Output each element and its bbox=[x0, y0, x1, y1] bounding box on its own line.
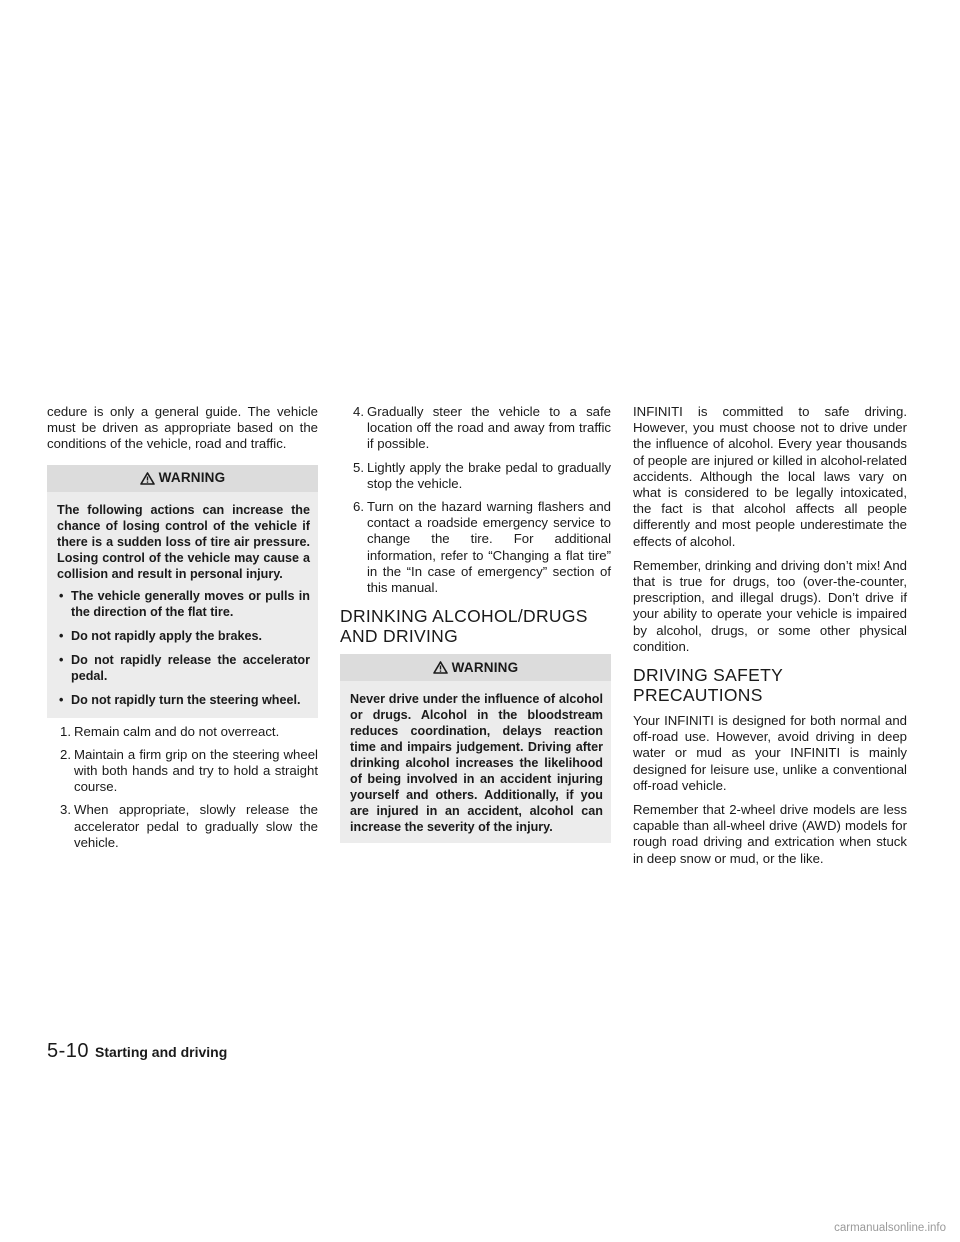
step-text: When appropriate, slowly release the accelerator pedal to gradually slow the vehicle. bbox=[74, 802, 318, 850]
steps-list-2 bbox=[340, 404, 611, 596]
page-number: 5-10 bbox=[47, 1040, 90, 1062]
step-number: 2. bbox=[60, 746, 71, 762]
warning-header bbox=[340, 654, 611, 681]
step-number: 1. bbox=[60, 723, 71, 739]
column-1 bbox=[47, 404, 318, 858]
warning-bullet-list bbox=[57, 588, 310, 708]
warning-body bbox=[340, 681, 611, 843]
warning-body bbox=[47, 492, 318, 718]
warning-header bbox=[47, 465, 318, 492]
warning-bullet: • Do not rapidly release the accelerator pedal. bbox=[57, 652, 310, 684]
intro-paragraph: cedure is only a general guide. The vehicle must be driven as appropriate based on the conditions of the vehicle, road and traffic. bbox=[47, 404, 318, 452]
heading-line: DRINKING ALCOHOL/DRUGS bbox=[340, 606, 588, 627]
page-footer bbox=[47, 1040, 227, 1063]
warning-text: The following actions can increase the chance of losing control of the vehicle if there is a sudden loss of tire air pressure. Losing control of the vehicle may cause a collision and result in personal injury. bbox=[57, 502, 310, 581]
warning-bullet: • The vehicle generally moves or pulls in the direction of the flat tire. bbox=[57, 588, 310, 620]
step-number: 4. bbox=[353, 404, 364, 419]
step-text: Gradually steer the vehicle to a safe location off the road and away from traffic if possible. bbox=[367, 404, 611, 452]
step-text: Turn on the hazard warning flashers and contact a roadside emergency service to change the tire. For additional information, refer to “Changing a flat tire” in the “In case of emergency” section of this manual. bbox=[367, 499, 611, 596]
paragraph: INFINITI is committed to safe driving. However, you must choose not to drive under the influence of alcohol. Every year thousands of people are injured or killed in alcohol-related accidents. Although the local laws vary on what is considered to be legally intoxicated, the fact is that alcohol affects all people differently and most people underestimate the effects of alcohol. bbox=[633, 404, 907, 549]
heading-line: AND DRIVING bbox=[340, 626, 459, 647]
column-3 bbox=[633, 404, 907, 875]
step-number: 3. bbox=[60, 802, 71, 818]
step-item bbox=[47, 802, 318, 851]
paragraph: Remember, drinking and driving don’t mix! And that is true for drugs, too (over-the-counter, prescription, and illegal drugs). Don’t drive if your ability to operate your vehicle is impaired by alcohol, drugs, or some other physical condition. bbox=[633, 557, 907, 654]
step-number: 5. bbox=[353, 459, 364, 475]
warning-text: Never drive under the influence of alcohol or drugs. Alcohol in the bloodstream reduces coordination, delays reaction time and impairs judgement. Driving after drinking alcohol increases the likelihood of being involved in an accident injuring yourself and others. Additionally, if you are injured in an accident, alcohol can increase the severity of the injury. bbox=[350, 692, 603, 835]
warning-triangle-icon bbox=[433, 661, 448, 674]
section-heading-alcohol bbox=[340, 606, 611, 646]
watermark: carmanualsonline.info bbox=[834, 1222, 946, 1234]
column-2 bbox=[340, 404, 611, 843]
warning-title: WARNING bbox=[158, 470, 226, 485]
step-item bbox=[47, 724, 318, 740]
step-text: Remain calm and do not overreact. bbox=[74, 723, 280, 739]
section-heading-safety: DRIVING SAFETY PRECAUTIONS bbox=[633, 665, 783, 706]
warning-title: WARNING bbox=[451, 659, 519, 675]
step-text: Lightly apply the brake pedal to gradually stop the vehicle. bbox=[367, 459, 611, 491]
section-name: Starting and driving bbox=[95, 1044, 228, 1060]
step-item bbox=[340, 499, 611, 596]
steps-list-1 bbox=[47, 724, 318, 851]
warning-triangle-icon bbox=[140, 472, 155, 485]
step-item bbox=[47, 747, 318, 796]
step-item bbox=[340, 404, 611, 453]
paragraph: Your INFINITI is designed for both normal and off-road use. However, avoid driving in deep water or mud as your INFINITI is mainly designed for leisure use, unlike a conventional off-road vehicle. bbox=[633, 713, 907, 793]
warning-bullet: • Do not rapidly apply the brakes. bbox=[57, 628, 310, 644]
step-number: 6. bbox=[353, 499, 364, 515]
step-text: Maintain a firm grip on the steering wheel with both hands and try to hold a straight course. bbox=[74, 746, 318, 795]
warning-bullet: • Do not rapidly turn the steering wheel. bbox=[57, 692, 310, 708]
paragraph: Remember that 2-wheel drive models are less capable than all-wheel drive (AWD) models for rough road driving and extrication when stuck in deep snow or mud, or the like. bbox=[633, 802, 907, 866]
step-item bbox=[340, 460, 611, 492]
